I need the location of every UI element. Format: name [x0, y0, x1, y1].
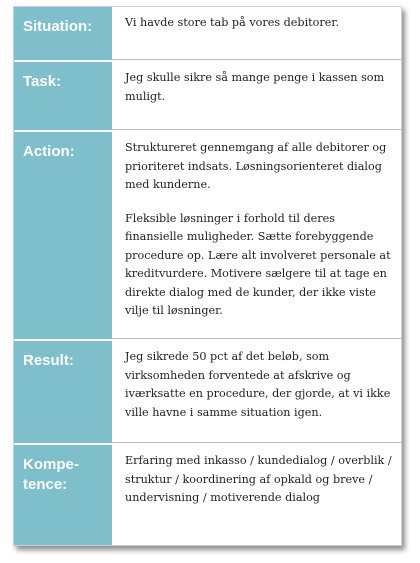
- kompetence-row: [14, 443, 401, 545]
- situation-text: [112, 7, 401, 60]
- task-row: [14, 60, 401, 130]
- kompetence-text: [112, 445, 401, 545]
- action-paragraph-1: Struktureret gennemgang af alle debitorer og prioriteret indsats. Løsningsorienteret dialog med kunderne.: [125, 141, 387, 191]
- situation-row: [14, 7, 401, 60]
- kompetence-label: Kompe- tence:: [14, 445, 112, 545]
- task-label: Task:: [14, 62, 112, 130]
- action-paragraph-2: Fleksible løsninger i forhold til deres finansielle muligheder. Sætte forebyggende procedure op. Lære alt involveret personale at kreditvurdere. Motivere sælgere til at tage en direkte dialog med de kunder, der ikke viste vilje til løsninger.: [125, 211, 391, 317]
- situation-label: Situation:: [14, 7, 112, 60]
- star-method-card: [13, 6, 402, 546]
- action-label: Action:: [14, 132, 112, 339]
- result-row: [14, 339, 401, 443]
- task-paragraph: Jeg skulle sikre så mange penge i kassen som muligt.: [125, 71, 385, 103]
- result-label: Result:: [14, 341, 112, 443]
- task-text: [112, 62, 401, 130]
- result-text: [112, 341, 401, 443]
- kompetence-paragraph: Erfaring med inkasso / kundedialog / overblik / struktur / koordinering af opkald og breve / undervisning / motiverende dialog: [125, 454, 392, 504]
- action-text: [112, 132, 401, 339]
- result-paragraph: Jeg sikrede 50 pct af det beløb, som virksomheden forventede at afskrive og iværksatte en procedure, der gjorde, at vi ikke ville havne i samme situation igen.: [125, 350, 391, 419]
- action-row: [14, 130, 401, 339]
- situation-paragraph: Vi havde store tab på vores debitorer.: [125, 16, 340, 29]
